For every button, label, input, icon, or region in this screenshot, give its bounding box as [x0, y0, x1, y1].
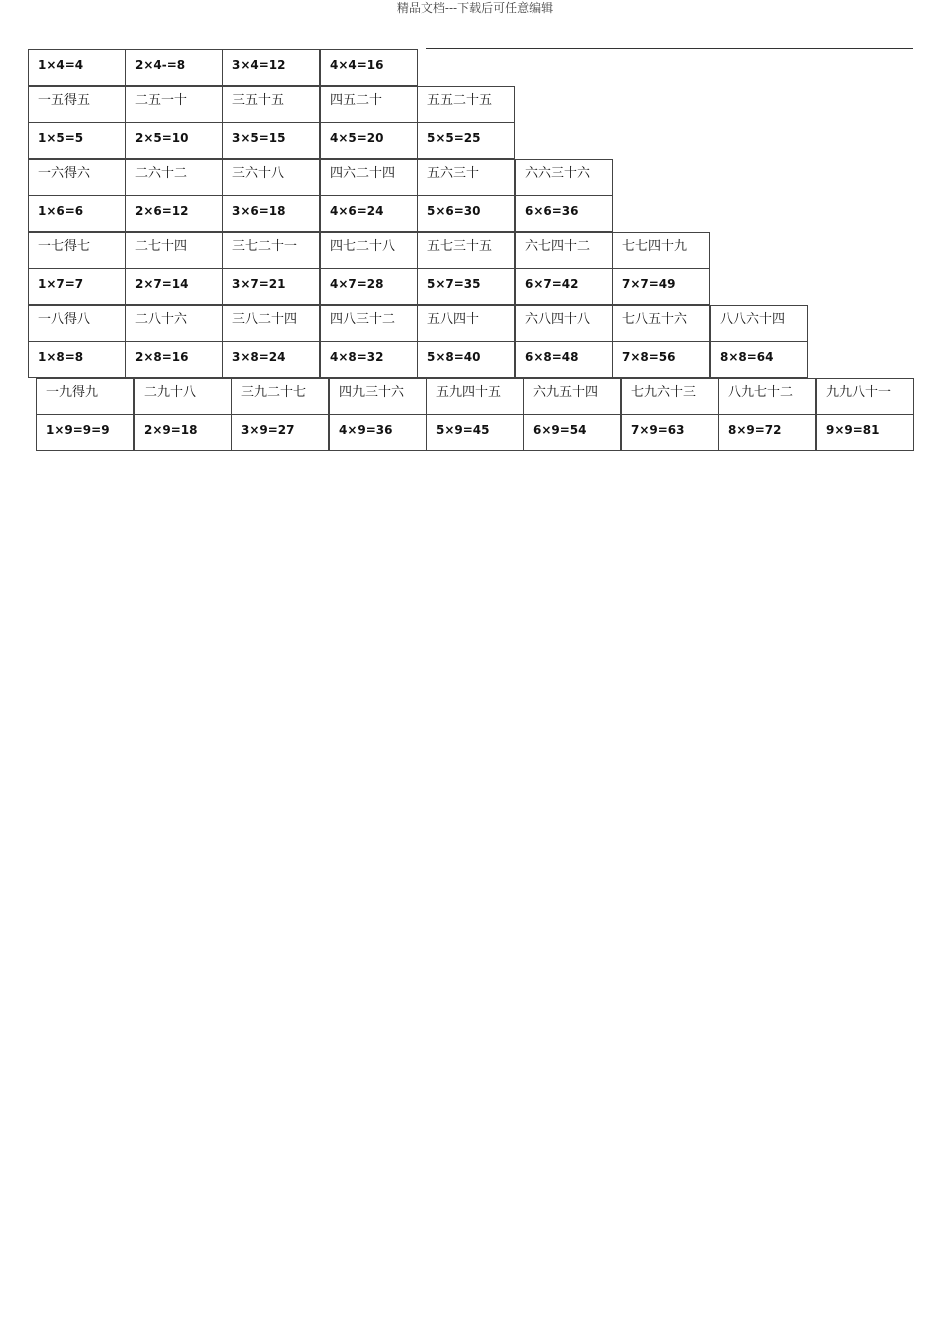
equation-cell: 5×5=25 — [417, 122, 515, 159]
multiplication-table — [0, 0, 950, 460]
equation-cell: 4×5=20 — [320, 122, 418, 159]
equation-cell: 4×4=16 — [320, 49, 418, 86]
equation-cell: 1×6=6 — [28, 195, 126, 232]
rhyme-cell: 三八二十四 — [222, 305, 320, 342]
equation-cell: 4×9=36 — [329, 414, 427, 451]
equation-cell: 6×6=36 — [515, 195, 613, 232]
rhyme-cell: 四六二十四 — [320, 159, 418, 196]
rhyme-cell: 八九七十二 — [718, 378, 816, 415]
equation-cell: 5×6=30 — [417, 195, 515, 232]
equation-cell: 9×9=81 — [816, 414, 914, 451]
equation-cell: 2×4-=8 — [125, 49, 223, 86]
page-header: 精品文档---下载后可任意编辑 — [396, 1, 554, 15]
equation-cell: 1×7=7 — [28, 268, 126, 305]
rhyme-cell: 一五得五 — [28, 86, 126, 123]
equation-cell: 3×8=24 — [222, 341, 320, 378]
equation-cell: 5×7=35 — [417, 268, 515, 305]
equation-cell: 1×8=8 — [28, 341, 126, 378]
rhyme-cell: 六七四十二 — [515, 232, 613, 269]
rhyme-cell: 一六得六 — [28, 159, 126, 196]
equation-cell: 4×8=32 — [320, 341, 418, 378]
rhyme-cell: 四九三十六 — [329, 378, 427, 415]
rhyme-cell: 五五二十五 — [417, 86, 515, 123]
equation-cell: 3×4=12 — [222, 49, 320, 86]
equation-cell: 1×9=9=9 — [36, 414, 134, 451]
rhyme-cell: 二七十四 — [125, 232, 223, 269]
equation-cell: 3×5=15 — [222, 122, 320, 159]
equation-cell: 3×6=18 — [222, 195, 320, 232]
equation-cell: 6×9=54 — [523, 414, 621, 451]
equation-cell: 5×8=40 — [417, 341, 515, 378]
rhyme-cell: 一七得七 — [28, 232, 126, 269]
equation-cell: 8×9=72 — [718, 414, 816, 451]
equation-cell: 7×8=56 — [612, 341, 710, 378]
rhyme-cell: 四八三十二 — [320, 305, 418, 342]
rhyme-cell: 七七四十九 — [612, 232, 710, 269]
rhyme-cell: 四五二十 — [320, 86, 418, 123]
rhyme-cell: 八八六十四 — [710, 305, 808, 342]
rhyme-cell: 三九二十七 — [231, 378, 329, 415]
equation-cell: 5×9=45 — [426, 414, 524, 451]
rhyme-cell: 三七二十一 — [222, 232, 320, 269]
rhyme-cell: 三五十五 — [222, 86, 320, 123]
equation-cell: 2×9=18 — [134, 414, 232, 451]
equation-cell: 7×7=49 — [612, 268, 710, 305]
equation-cell: 2×7=14 — [125, 268, 223, 305]
equation-cell: 4×6=24 — [320, 195, 418, 232]
equation-cell: 2×6=12 — [125, 195, 223, 232]
equation-cell: 1×4=4 — [28, 49, 126, 86]
equation-cell: 4×7=28 — [320, 268, 418, 305]
equation-cell: 6×8=48 — [515, 341, 613, 378]
equation-cell: 2×8=16 — [125, 341, 223, 378]
rhyme-cell: 一八得八 — [28, 305, 126, 342]
rhyme-cell: 二八十六 — [125, 305, 223, 342]
equation-cell: 2×5=10 — [125, 122, 223, 159]
rhyme-cell: 七八五十六 — [612, 305, 710, 342]
rhyme-cell: 六八四十八 — [515, 305, 613, 342]
equation-cell: 1×5=5 — [28, 122, 126, 159]
equation-cell: 3×7=21 — [222, 268, 320, 305]
rhyme-cell: 二九十八 — [134, 378, 232, 415]
rhyme-cell: 四七二十八 — [320, 232, 418, 269]
rhyme-cell: 三六十八 — [222, 159, 320, 196]
rhyme-cell: 五九四十五 — [426, 378, 524, 415]
equation-cell: 7×9=63 — [621, 414, 719, 451]
rhyme-cell: 七九六十三 — [621, 378, 719, 415]
equation-cell: 6×7=42 — [515, 268, 613, 305]
rhyme-cell: 二五一十 — [125, 86, 223, 123]
rhyme-cell: 一九得九 — [36, 378, 134, 415]
equation-cell: 8×8=64 — [710, 341, 808, 378]
rhyme-cell: 二六十二 — [125, 159, 223, 196]
rhyme-cell: 六六三十六 — [515, 159, 613, 196]
rhyme-cell: 六九五十四 — [523, 378, 621, 415]
rhyme-cell: 五七三十五 — [417, 232, 515, 269]
rhyme-cell: 九九八十一 — [816, 378, 914, 415]
rhyme-cell: 五八四十 — [417, 305, 515, 342]
rhyme-cell: 五六三十 — [417, 159, 515, 196]
equation-cell: 3×9=27 — [231, 414, 329, 451]
